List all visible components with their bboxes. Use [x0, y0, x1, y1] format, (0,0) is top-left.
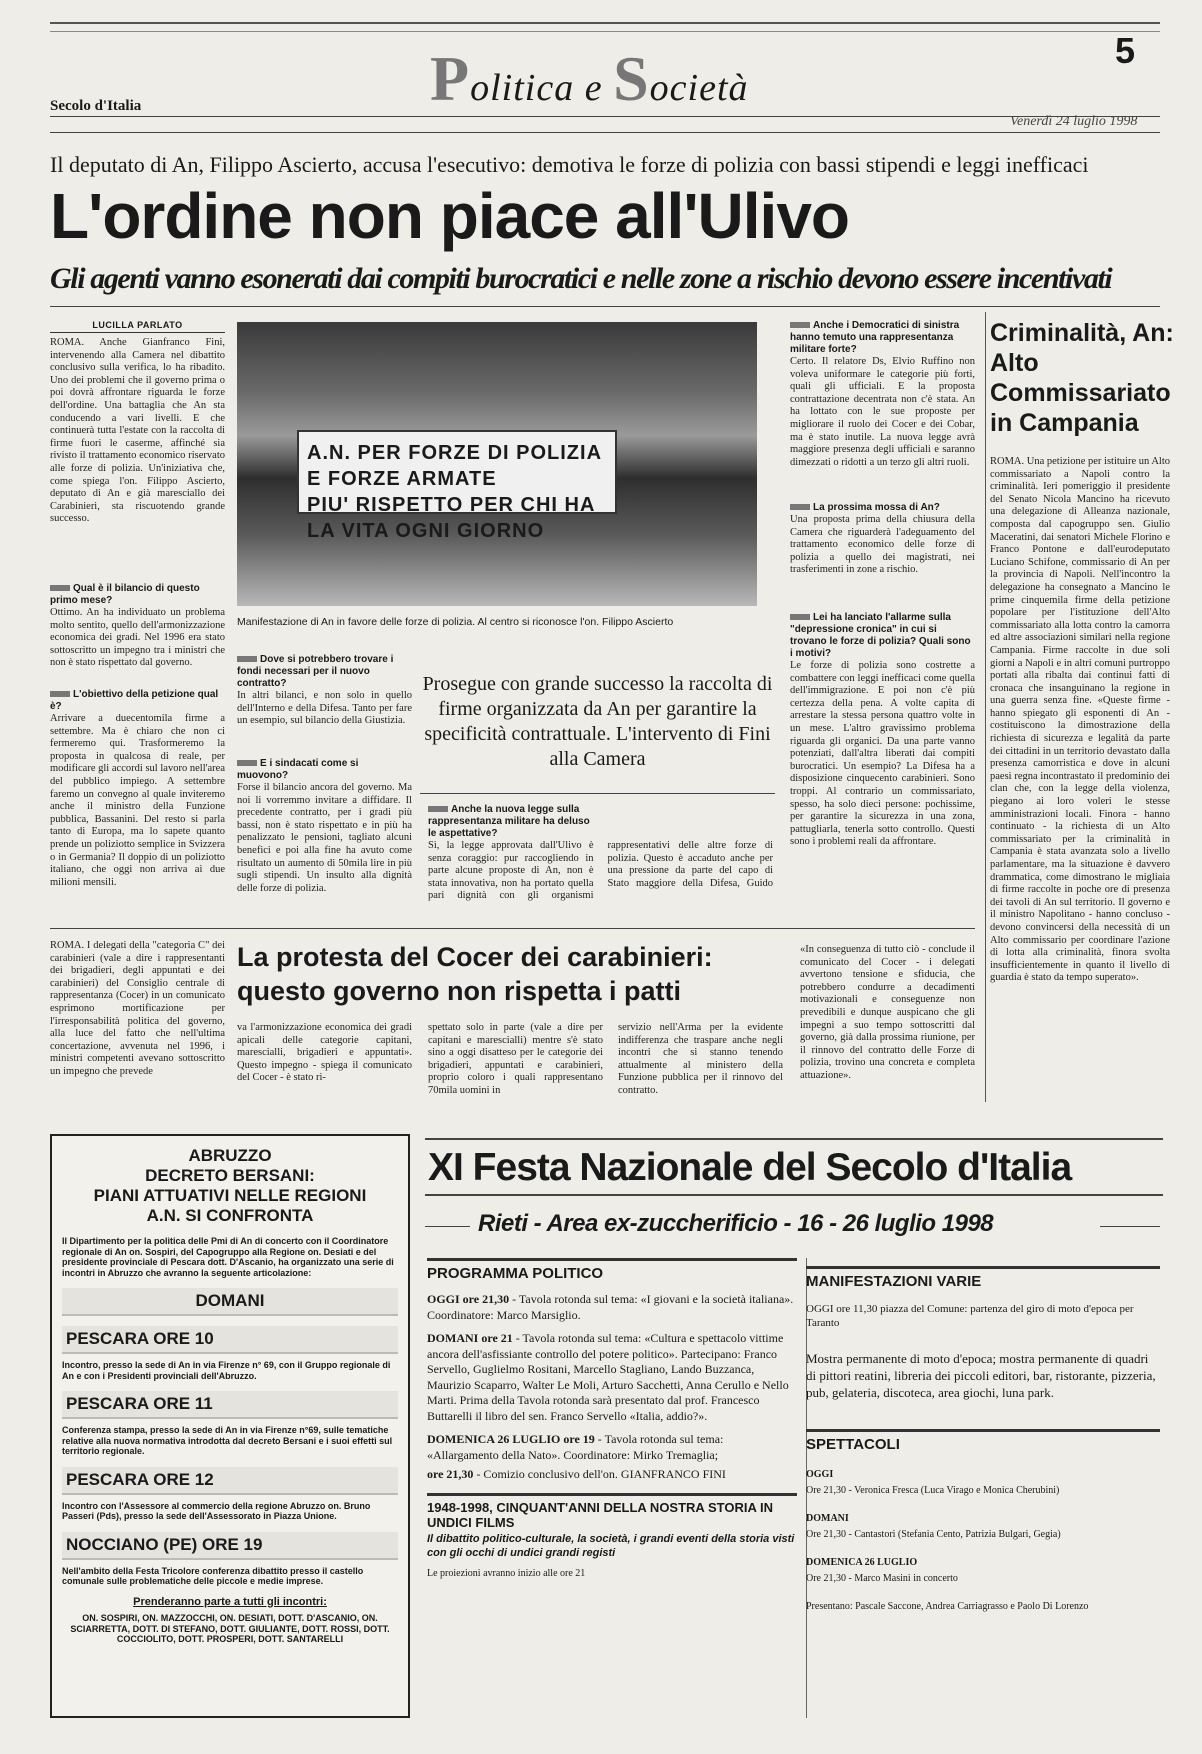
prog-text-4: - Comizio conclusivo dell'on. GIANFRANCO FINI [473, 1467, 726, 1481]
cocer-top-rule [50, 928, 975, 929]
abruzzo-domani: DOMANI [62, 1288, 398, 1316]
event-text-3: Incontro con l'Assessore al commercio della regione Abruzzo on. Bruno Passeri (Pds), presso la sede dell'Assessorato in Piazza Unione. [62, 1500, 371, 1521]
presenters: Presentano: Pascale Saccone, Andrea Carriagrasso e Paolo Di Lorenzo [806, 1601, 1089, 1612]
page-number: 5 [1115, 30, 1136, 71]
prog-text-1: - Tavola rotonda sul tema: «I giovani e la società italiana». Coordinatore: Marco Marsiglio. [427, 1292, 794, 1322]
question-4: E i sindacati come si muovono? [237, 758, 412, 782]
spettacolo-text-1: Ore 21,30 - Veronica Fresca (Luca Virago e Monica Cherubini) [806, 1485, 1060, 1496]
top-rule [50, 22, 1160, 32]
cocer-column-5: «In conseguenza di tutto ciò - conclude il comunicato del Cocer - i delegati avvertono tensione e sfiducia, che potrebbero condurre a decadimenti motivazionali e conseguenze non prevedibili e dunque auspicano che gli impegni a suo tempo sottoscritti dal governo, già dalla prossima riunione, per il rinnovo del contratto delle Forze di polizia, trovino una concreta e completa attuazione». [800, 944, 975, 1081]
pull-quote: Prosegue con grande successo la raccolta di firme organizzata da An per garantire la specificità contrattuale. L'intervento di Fini alla Camera [422, 673, 773, 770]
header-rule [50, 116, 1160, 117]
films-text: Il dibattito politico-culturale, la società, i grandi eventi della storia visti con gli occhi di undici grandi registi [427, 1532, 795, 1559]
article-column-2 [237, 648, 412, 910]
spettacolo-day-3: DOMENICA 26 LUGLIO [806, 1557, 918, 1568]
side-column-rule [985, 312, 986, 1102]
section-word-2: ocietà [649, 67, 749, 109]
protest-banner [297, 430, 617, 542]
manifestazioni [806, 1266, 1160, 1718]
manifestazioni-mostra: Mostra permanente di moto d'epoca; mostra permanente di quadri di pittori reatini, libreria dei piccoli editori, bar, ristorante, pizzeria, pub, gelateria, discoteca, area giochi, luna park. [806, 1351, 1156, 1400]
abruzzo-box [50, 1134, 410, 1718]
abruzzo-heading-2: DECRETO BERSANI: [145, 1166, 315, 1185]
issue-date: Venerdì 24 luglio 1998 [1010, 114, 1138, 129]
article-column-4 [790, 320, 975, 916]
event-text-1: Incontro, presso la sede di An in via Firenze n° 69, con il Gruppo regionale di An e con i Presidenti provinciali dell'Abruzzo. [62, 1360, 391, 1381]
answer-6: Certo. Il relatore Ds, Elvio Ruffino non voleva uniformare le categorie più forti, quali gli ufficiali. E la proposta contrattazione decentrata non c'è stata. An ha lottato con le sue proposte per migliorare il ruolo dei Cocer e dei Cobar, ma è stato inutile. La nuova legge avrà maggiore presenza degli ufficiali e saranno dimezzati o ridotti a un terzo gli altri ruoli. [790, 356, 975, 468]
event-title-1: PESCARA ORE 10 [62, 1326, 398, 1354]
spettacoli-header: SPETTACOLI [806, 1429, 1160, 1453]
films-title: 1948-1998, CINQUANT'ANNI DELLA NOSTRA STORIA IN UNDICI FILMS [427, 1493, 797, 1530]
article-kicker: Il deputato di An, Filippo Ascierto, accusa l'esecutivo: demotiva le forze di polizia con bassi stipendi e leggi inefficaci [50, 152, 1089, 177]
question-6: Anche i Democratici di sinistra hanno temuto una rappresentanza militare forte? [790, 320, 975, 356]
deck-rule [50, 306, 1160, 307]
abruzzo-heading-4: A.N. SI CONFRONTA [146, 1206, 314, 1225]
publication-name: Secolo d'Italia [50, 98, 142, 114]
programma-header: PROGRAMMA POLITICO [427, 1258, 797, 1282]
festa-title: XI Festa Nazionale del Secolo d'Italia [428, 1146, 1072, 1189]
cocer-column-1: ROMA. I delegati della "categoria C" dei carabinieri (vale a dire i rappresentanti dei brigadieri, degli appuntati e dei carabinieri) del Consiglio centrale di rappresentanza (Cocer) in un comunicato esprimono mortificazione per l'irresponsabilità politica del governo, alla luce del fatto che nell'ultima concertazione, avvenuta nel 1996, i ministri competenti avevano sottoscritto un impegno che prevede [50, 940, 225, 1077]
question-3: Dove si potrebbero trovare i fondi necessari per il nuovo contratto? [237, 654, 412, 690]
spettacolo-text-2: Ore 21,30 - Cantastori (Stefania Cento, Patrizia Bulgari, Gegia) [806, 1529, 1061, 1540]
event-text-4: Nell'ambito della Festa Tricolore conferenza dibattito presso il castello comunale sulle problematiche delle piccole e medie imprese. [62, 1565, 364, 1586]
banner-line-1: A.N. PER FORZE DI POLIZIA E FORZE ARMATE [307, 442, 602, 490]
answer-3: In altri bilanci, e non solo in quello dell'Interno e della Difesa. Tanto per fare un esempio, sul bilancio della Giustizia. [237, 690, 412, 727]
intro-text: ROMA. Anche Gianfranco Fini, intervenendo alla Camera nel dibattito conclusivo sulla verifica, lo ha ribadito. Uno dei problemi che il governo prima o poi dovrà affrontare riguarda le forze dell'ordine. Una battaglia che An sta conducendo a vari livelli. E che continuerà tutta l'estate con la raccolta di firme fuori le caserme, affinché sia rivisto il trattamento economico riservato alle forze di polizia. Un'iniziativa che, come spiega l'on. Filippo Ascierto, deputato di An e già maresciallo dei Carabinieri, sta riscuotendo grande successo. [50, 337, 225, 525]
cocer-headline: La protesta del Cocer dei carabinieri: questo governo non rispetta i patti [237, 942, 713, 1006]
section-initial-p: P [430, 43, 471, 114]
article-column-1 [50, 320, 225, 900]
section-word-1: olitica e [470, 67, 614, 109]
abruzzo-footer-names: ON. SOSPIRI, ON. MAZZOCCHI, ON. DESIATI, DOTT. D'ASCANIO, ON. SCIARRETTA, DOTT. DI STEFANO, DOTT. GIULIANTE, DOTT. ROSSI, DOTT. COCCIOLITO, DOTT. PROSPERI, DOTT. SANTARELLI [70, 1613, 390, 1644]
prog-text-2: - Tavola rotonda sul tema: «Cultura e spettacolo vittime ancora dell'asfissiante controllo del potere politico». Partecipano: Franco Servello, Guglielmo Rositani, Marcello Stagliano, Lando Buzzanca, Maurizio Scaparro, Walter Le Moli, Arturo Sacchetti, Anna Cerullo e Nello Marti. Prima della Tavola rotonda sarà presentato dal prof. Francesco Buttarelli il libro del sen. Franco Servello «Italia, addio?». [427, 1331, 789, 1423]
event-title-3: PESCARA ORE 12 [62, 1467, 398, 1495]
abruzzo-heading-1: ABRUZZO [188, 1146, 272, 1165]
cocer-column-4: servizio nell'Arma per la evidente indifferenza che traspare anche negli incontri che si stanno tenendo attualmente al ministero della Funzione pubblica per il rinnovo del contratto. [618, 1022, 783, 1096]
event-title-2: PESCARA ORE 11 [62, 1391, 398, 1419]
spettacolo-day-2: DOMANI [806, 1513, 849, 1524]
article-deck: Gli agenti vanno esonerati dai compiti burocratici e nelle zone a rischio devono essere incentivati [50, 262, 1112, 295]
prog-item-4 [427, 1467, 797, 1483]
answer-8: Le forze di polizia sono costrette a combattere con leggi inefficaci come quella dell'immigrazione. E poi non c'è più certezza della pena. A volte capita di arrestare la stessa persona quattro volte in un mese. L'altro gravissimo problema riguarda gli organici. Da una parte vanno potenziati, dall'altra liberati dai compiti burocratici. Un esempio? La Difesa ha a disposizione cinquecento carabinieri. Sono troppi. Al contrario un commissariato, spesso, ha solo dieci persone: pochissime, per garantire la sicurezza in una zona, pattugliarla, tenerla sotto controllo. Questi sono i problemi reali da affrontare. [790, 660, 975, 848]
subtitle-rule-left [425, 1226, 470, 1227]
question-7: La prossima mossa di An? [790, 502, 975, 514]
article-column-3 [428, 798, 773, 916]
protest-photo [237, 322, 757, 606]
spettacolo-text-3: Ore 21,30 - Marco Masini in concerto [806, 1573, 958, 1584]
prog-item-3 [427, 1432, 797, 1463]
side-article-title: Criminalità, An: Alto Commissariato in Campania [990, 319, 1174, 437]
films-note: Le proiezioni avranno inizio alle ore 21 [427, 1567, 586, 1579]
banner-line-2: PIU' RISPETTO PER CHI HA LA VITA OGNI GIORNO [307, 494, 595, 542]
prog-when-1: OGGI ore 21,30 [427, 1292, 510, 1306]
article-headline: L'ordine non piace all'Ulivo [50, 180, 849, 252]
manifestazioni-oggi: OGGI ore 11,30 piazza del Comune: partenza del giro di moto d'epoca per Taranto [806, 1303, 1134, 1329]
prog-item-1 [427, 1292, 797, 1323]
side-article-body: ROMA. Una petizione per istituire un Alto commissariato a Napoli contro la criminalità. Ieri pomeriggio il presidente del Senato Nicola Mancino ha ricevuto una delegazione di Alleanza nazionale, composta dal capogruppo sen. Giulio Maceratini, dai senatori Michele Florino e Franco Pontone e dall'eurodeputato Luciano Schifone, commissario di An per la provincia di Napoli. Nell'incontro la delegazione ha consegnato a Mancino le prime cinquemila firme della petizione popolare per l'istituzione dell'Alto commissariato alla lotta contro la camorra ed altre associazioni similari nella regione Campania. Firme raccolte in due soli giorni a Napoli e in altri comuni purtroppo portati alla ribalta dai continui fatti di cronaca che insanguinano la regione in una guerra senza fine. «Queste firme - hanno spiegato gli esponenti di An - costituiscono la dimostrazione della richiesta di sicurezza e legalità da parte dei cittadini in un territorio devastato dalla presenza camorristica e dove in alcuni paesi regna incontrastato il predominio dei clan che, con la legge della violenza, piegano ai loro voleri le stesse amministrazioni locali. Finora - hanno continuato - la richiesta di un Alto commissariato per la criminalità in Campania è stata avanzata solo a livello parlamentare, ma la situazione è davvero drammatica, come dimostrano le migliaia di firme raccolte in poche ore di presenza dei tavoli di An sul territorio. Il governo e il ministro Napolitano - hanno concluso - devono convincersi della necessità di un Alto commissario per coordinare l'azione di lotta alla criminalità, finora svolta insufficientemente in quanto il livello di guardia è stato da tempo superato». [990, 456, 1170, 984]
prog-when-2: DOMANI ore 21 [427, 1331, 513, 1345]
cocer-column-3: spettato solo in parte (vale a dire per capitani e marescialli) mentre s'è stato sino a oggi disatteso per le categorie dei brigadieri, appuntati e carabinieri, proprio coloro i quali rappresentano 70mila uomini in [428, 1022, 603, 1096]
manifestazioni-header: MANIFESTAZIONI VARIE [806, 1266, 1160, 1290]
programma-politico [427, 1258, 797, 1718]
prog-when-3: DOMENICA 26 LUGLIO ore 19 [427, 1432, 595, 1446]
event-text-2: Conferenza stampa, presso la sede di An in via Firenze n°69, sulle tematiche relative alla nuova normativa introdotta dal decreto Bersani e i suoi effetti sul territorio regionale. [62, 1425, 393, 1456]
question-5: Anche la nuova legge sulla rappresentanza militare ha deluso le aspettative? [428, 804, 593, 840]
answer-2: Arrivare a duecentomila firme a settembre. Ma è chiaro che non ci fermeremo qui. Trasformeremo la proposta in qualcosa di reale, per modificare gli accordi sul lavoro nell'area del pubblico impiego. A settembre faremo un convegno al quale inviteremo anche il ministro della Funzione pubblica, Bassanini. Del resto si parla tanto di Europa, ma lo sapete quanto prende un poliziotto semplice in Svizzera o in Germania? Il doppio di un poliziotto italiano, che oggi non arriva ai due milioni mensili. [50, 713, 225, 888]
abruzzo-intro: Il Dipartimento per la politica delle Pmi di An di concerto con il Coordinatore regionale di An on. Sospiri, del Capogruppo alla Regione on. Desiati e del presidente provinciale di Pescara dott. D'Ascanio, ha organizzato una serie di incontri in Abruzzo che avranno la seguente articolazione: [62, 1236, 394, 1278]
question-1: Qual è il bilancio di questo primo mese? [50, 583, 225, 607]
answer-4: Forse il bilancio ancora del governo. Ma noi li vorremmo invitare a diffidare. Il precedente contratto, per i gradi più bassi, non è stato rispettato e in più ha penalizzato le pensioni, tagliato alcuni benefici e poi alla fine ha avuto come risultato un aumento di 50mila lire in più sugli stipendi. Un insulto alla dignità delle forze di polizia. [237, 782, 412, 894]
festa-subtitle: Rieti - Area ex-zuccherificio - 16 - 26 luglio 1998 [478, 1210, 994, 1237]
answer-7: Una proposta prima della chiusura della Camera che riguarderà l'adeguamento del trattamento economico delle forze di polizia a quello dei magistrati, nei trasferimenti in zone a rischio. [790, 514, 975, 576]
prog-text-3: - Tavola rotonda sul tema: «Allargamento della Nato». Coordinatore: Mirko Tremaglia; [427, 1432, 724, 1462]
question-2: L'obiettivo della petizione qual è? [50, 689, 225, 713]
prog-item-2 [427, 1331, 797, 1424]
section-title [430, 42, 749, 116]
pull-quote-rule [420, 793, 775, 794]
question-8: Lei ha lanciato l'allarme sulla "depressione cronica" in cui si trovano le forze di polizia? Quali sono i motivi? [790, 612, 975, 660]
abruzzo-heading-3: PIANI ATTUATIVI NELLE REGIONI [93, 1186, 367, 1205]
abruzzo-footer-title: Prenderanno parte a tutti gli incontri: [133, 1595, 327, 1608]
event-title-4: NOCCIANO (PE) ORE 19 [62, 1532, 398, 1560]
header-rule-2 [50, 132, 1160, 133]
answer-1: Ottimo. An ha individuato un problema molto sentito, quello dell'armonizzazione economica dei gradi. Nel 1996 era stato sottoscritto un impegno tra i ministri che non è stato rispettato dal governo. [50, 607, 225, 669]
prog-when-4: ore 21,30 [427, 1467, 474, 1481]
byline: LUCILLA PARLATO [50, 320, 225, 333]
subtitle-rule-right [1100, 1226, 1160, 1227]
answer-5: Sì, la legge approvata dall'Ulivo è senza coraggio: pur raccogliendo in parte alcune proposte di An, non è stata innovativa, non ha portato quella pari dignità con gli organismi rappresentativi delle altre forze di polizia. Questo è accaduto anche per una pressione da parte del capo di Stato maggiore della Difesa, Guido [428, 840, 773, 902]
photo-caption: Manifestazione di An in favore delle forze di polizia. Al centro si riconosce l'on. Filippo Ascierto [237, 616, 674, 628]
spettacolo-day-1: OGGI [806, 1469, 834, 1480]
cocer-column-2: va l'armonizzazione economica dei gradi apicali delle categorie capitani, marescialli, brigadieri e appuntati». Questo impegno - spiega il comunicato del Cocer - è stato ri- [237, 1022, 412, 1084]
section-initial-s: S [613, 43, 650, 114]
